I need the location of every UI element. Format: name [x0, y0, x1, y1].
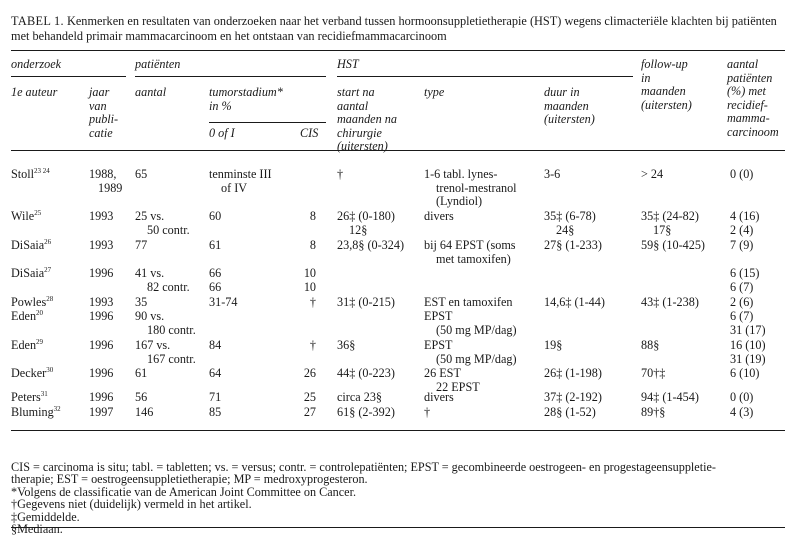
cis-cell: †	[309, 338, 316, 352]
header-hst: HST	[337, 57, 359, 71]
author-cell: Eden$^{29}$	[11, 337, 44, 352]
header-followup: follow-up in maanden (uitersten)	[641, 57, 692, 112]
footnotes	[11, 461, 791, 535]
header-aantal-recidief: aantal patiënten (%) met recidief- mamma- carcinoom	[727, 57, 779, 139]
cis-cell: 27	[303, 405, 316, 419]
start-cell: circa 23§	[337, 390, 383, 404]
aantal-cell: 146	[135, 405, 154, 419]
stadium-cell: 71	[209, 390, 222, 404]
author-cell: Stoll$^{23 24}$	[11, 166, 50, 181]
recidief-cell: 4 (3)	[730, 405, 754, 419]
type-cell: EPST (50 mg MP/dag)	[424, 338, 517, 366]
reference-number: 31	[40, 389, 48, 398]
followup-cell: 94‡ (1-454)	[641, 390, 699, 404]
cis-cell: 8	[309, 238, 316, 252]
stadium-cell: 61	[209, 238, 222, 252]
stadium-cell: 85	[209, 405, 222, 419]
header-type: type	[424, 85, 445, 99]
footnote-double-dagger: ‡Gemiddelde.	[11, 509, 80, 524]
author-cell: Eden$^{20}$	[11, 308, 44, 323]
header-cis: CIS	[300, 126, 319, 140]
footnote-abbrev-2: therapie; EST = oestrogeensuppletietherapie; MP = medroxyprogesteron.	[11, 472, 368, 487]
cis-cell: 10 10	[303, 266, 316, 294]
author-cell: Bluming$^{32}$	[11, 404, 61, 419]
author-cell: Powles$^{28}$	[11, 294, 54, 309]
duur-cell: 19§	[544, 338, 563, 352]
author-cell: Peters$^{31}$	[11, 389, 48, 404]
year-cell: 1996	[89, 266, 114, 280]
header-aantal: aantal	[135, 85, 167, 99]
reference-number: 29	[36, 337, 44, 346]
stadium-cell: 64	[209, 366, 222, 380]
aantal-cell: 61	[135, 366, 148, 380]
table-label: TABEL 1.	[11, 14, 64, 28]
recidief-cell: 6 (7) 31 (17)	[730, 309, 766, 337]
stadium-cell: 84	[209, 338, 222, 352]
footnote-dagger: †Gegevens niet (duidelijk) vermeld in het artikel.	[11, 497, 252, 512]
cis-cell: 25	[303, 390, 316, 404]
stadium-cell: tenminste III of IV	[209, 167, 272, 195]
recidief-cell: 6 (10)	[730, 366, 760, 380]
start-cell: 44‡ (0-223)	[337, 366, 395, 380]
stadium-cell: 66 66	[209, 266, 222, 294]
recidief-cell: 7 (9)	[730, 238, 754, 252]
author-cell: DiSaia$^{26}$	[11, 237, 52, 252]
duur-cell: 14,6‡ (1-44)	[544, 295, 605, 309]
header-duur: duur in maanden (uitersten)	[544, 85, 595, 126]
footnote-section: §Mediaan.	[11, 522, 63, 537]
start-cell: †	[337, 167, 344, 181]
footnote-abbrev-1: CIS = carcinoma is situ; tabl. = tabletten; vs. = versus; contr. = controlepatiënten; EPST = gecombineerde oestrogeen- en progestageensuppletie-	[11, 460, 716, 474]
year-cell: 1993	[89, 209, 114, 223]
type-cell: †	[424, 405, 431, 419]
author-cell: DiSaia$^{27}$	[11, 265, 52, 280]
duur-cell: 35‡ (6-78) 24§	[544, 209, 596, 237]
header-onderzoek: onderzoek	[11, 57, 62, 71]
cis-cell: 26	[303, 366, 316, 380]
start-cell: 23,8§ (0-324)	[337, 238, 405, 252]
duur-cell: 37‡ (2-192)	[544, 390, 602, 404]
reference-number: 20	[36, 308, 44, 317]
followup-cell: 70†‡	[641, 366, 666, 380]
type-cell: 26 EST 22 EPST	[424, 366, 480, 394]
year-cell: 1996	[89, 338, 114, 352]
recidief-cell: 4 (16) 2 (4)	[730, 209, 760, 237]
header-patienten: patiënten	[135, 57, 181, 71]
aantal-cell: 90 vs. 180 contr.	[135, 309, 196, 337]
duur-cell: 28§ (1-52)	[544, 405, 596, 419]
header-start: start na aantal maanden na chirurgie (uitersten)	[337, 85, 397, 153]
cis-cell: †	[309, 295, 316, 309]
aantal-cell: 56	[135, 390, 148, 404]
reference-number: 25	[34, 208, 42, 217]
start-cell: 61§ (2-392)	[337, 405, 395, 419]
followup-cell: 35‡ (24-82) 17§	[641, 209, 699, 237]
year-cell: 1993	[89, 238, 114, 252]
type-cell: EPST (50 mg MP/dag)	[424, 309, 517, 337]
recidief-cell: 2 (6)	[730, 295, 754, 309]
author-cell: Decker$^{30}$	[11, 365, 54, 380]
stadium-cell: 31-74	[209, 295, 238, 309]
table-caption	[11, 14, 791, 44]
followup-cell: 43‡ (1-238)	[641, 295, 699, 309]
tumorstadium-rule	[209, 122, 326, 123]
followup-cell: 59§ (10-425)	[641, 238, 705, 252]
reference-number: 30	[46, 365, 54, 374]
reference-number: 26	[44, 237, 52, 246]
year-cell: 1996	[89, 366, 114, 380]
table-title: Kenmerken en resultaten van onderzoeken naar het verband tussen hormoonsuppletietherapie (HST) wegens climacteriële klachten bij patiënten met behandeld primair mammacarcinoom en het ontstaan van recidiefmammacarcinoom	[11, 14, 777, 43]
header-jaar: jaar van publi- catie	[89, 85, 119, 140]
reference-number: 32	[53, 404, 61, 413]
duur-cell: 26‡ (1-198)	[544, 366, 602, 380]
start-cell: 31‡ (0-215)	[337, 295, 395, 309]
stadium-cell: 60	[209, 209, 222, 223]
year-cell: 1996	[89, 390, 114, 404]
type-cell: divers	[424, 390, 454, 404]
aantal-cell: 35	[135, 295, 148, 309]
author-cell: Wile$^{25}$	[11, 208, 42, 223]
year-cell: 1993	[89, 295, 114, 309]
recidief-cell: 0 (0)	[730, 390, 754, 404]
header-eerste-auteur: 1e auteur	[11, 85, 58, 99]
type-cell: 1-6 tabl. lynes- trenol-mestranol (Lyndiol)	[424, 167, 517, 208]
year-cell: 1988, 1989	[89, 167, 123, 195]
type-cell: EST en tamoxifen	[424, 295, 513, 309]
header-rule	[11, 150, 785, 151]
header-tumorstadium: tumorstadium* in %	[209, 85, 283, 113]
recidief-cell: 16 (10) 31 (19)	[730, 338, 766, 366]
recidief-cell: 6 (15) 6 (7)	[730, 266, 760, 294]
followup-cell: 88§	[641, 338, 660, 352]
reference-number: 23 24	[34, 166, 50, 175]
cis-cell: 8	[309, 209, 316, 223]
aantal-cell: 77	[135, 238, 148, 252]
aantal-cell: 65	[135, 167, 148, 181]
bottom-rule	[11, 430, 785, 431]
followup-cell: 89†§	[641, 405, 666, 419]
type-cell: divers	[424, 209, 454, 223]
patienten-rule	[135, 76, 326, 77]
start-cell: 36§	[337, 338, 356, 352]
aantal-cell: 167 vs. 167 contr.	[135, 338, 196, 366]
onderzoek-rule	[11, 76, 126, 77]
duur-cell: 3-6	[544, 167, 561, 181]
reference-number: 28	[46, 294, 54, 303]
header-0-of-i: 0 of I	[209, 126, 235, 140]
top-rule	[11, 50, 785, 51]
aantal-cell: 41 vs. 82 contr.	[135, 266, 190, 294]
followup-cell: > 24	[641, 167, 664, 181]
year-cell: 1997	[89, 405, 114, 419]
duur-cell: 27§ (1-233)	[544, 238, 602, 252]
type-cell: bij 64 EPST (soms met tamoxifen)	[424, 238, 516, 266]
hst-rule	[337, 76, 633, 77]
footnote-asterisk: *Volgens de classificatie van de American Joint Committee on Cancer.	[11, 484, 356, 499]
reference-number: 27	[44, 265, 52, 274]
aantal-cell: 25 vs. 50 contr.	[135, 209, 190, 237]
recidief-cell: 0 (0)	[730, 167, 754, 181]
year-cell: 1996	[89, 309, 114, 323]
start-cell: 26‡ (0-180) 12§	[337, 209, 395, 237]
